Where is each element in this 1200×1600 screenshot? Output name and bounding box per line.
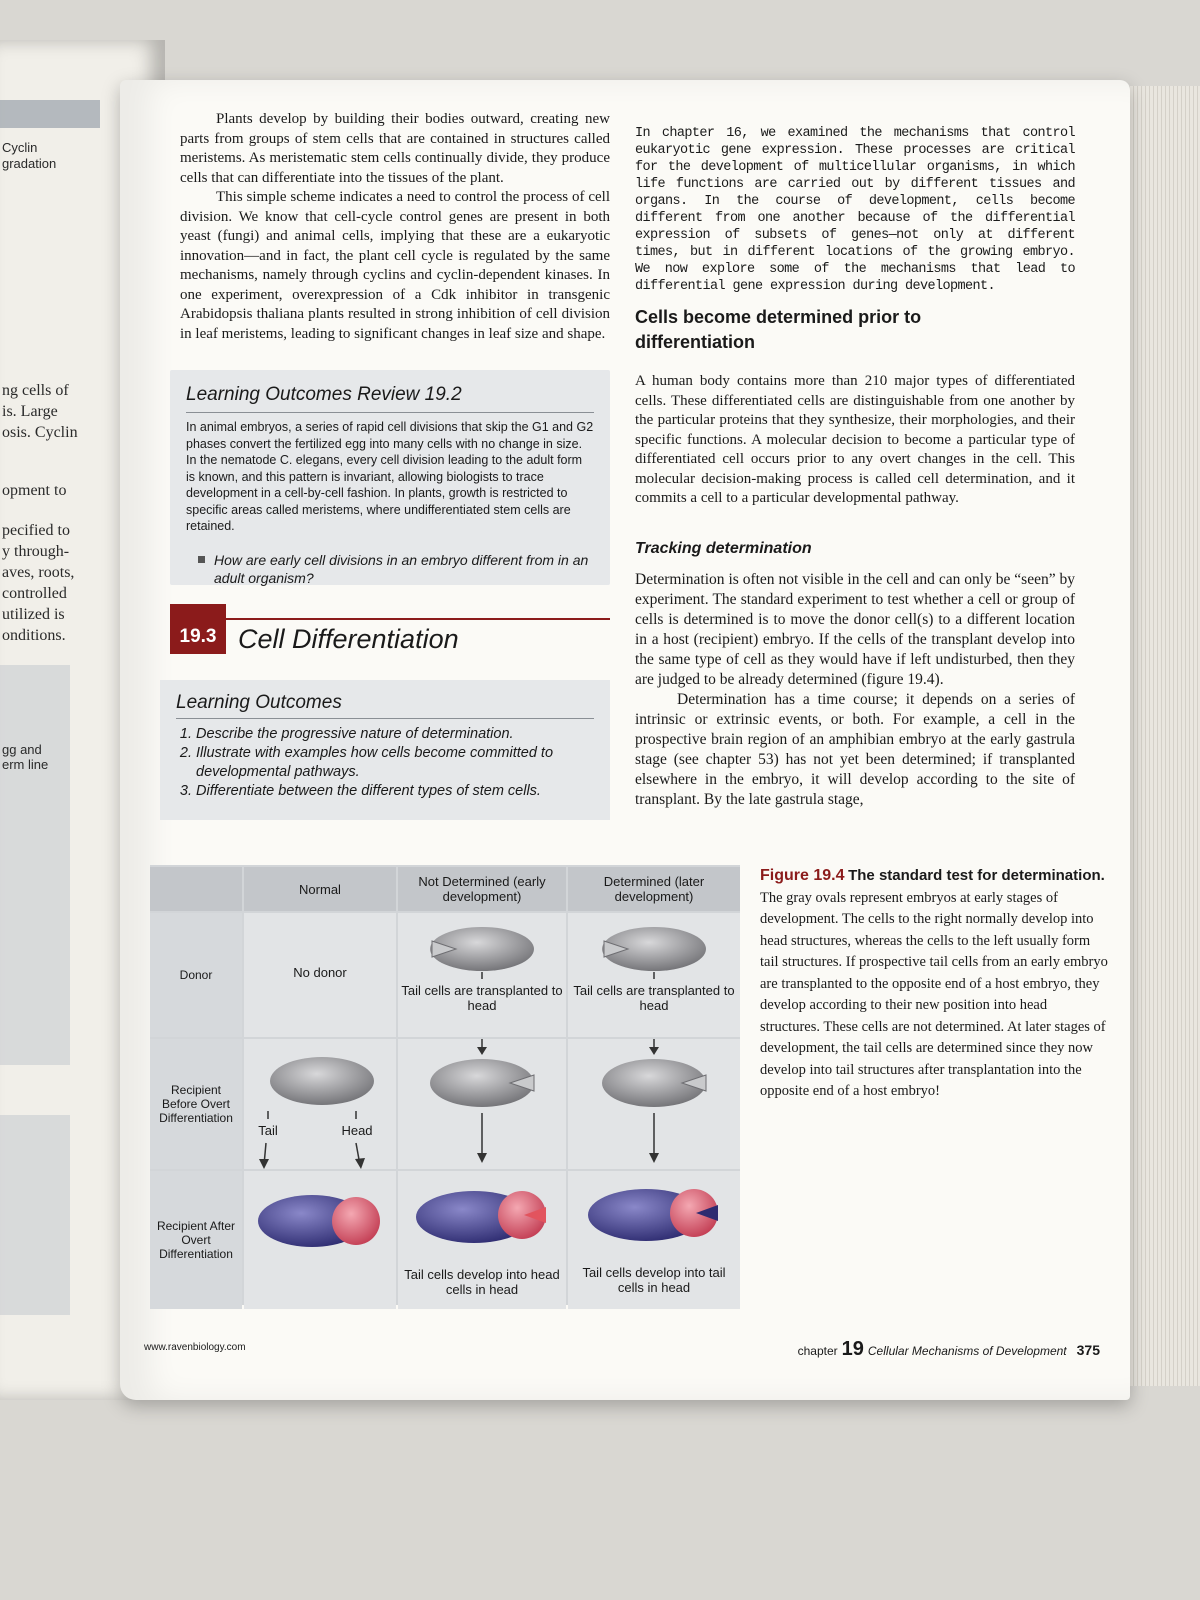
chapter-intro-text: In chapter 16, we examined the mechanisms that control eukaryotic gene expression. These processes are critical for the development of multicellular organisms, in which life functions are carried out by different tissues and organs. In the course of development, cells become different from one another because of the differential expression of subsets of genes—not only at different times, but in different locations of the growing embryo. We now explore some of the mechanisms that lead to differential gene expression during development. [635, 126, 1075, 294]
result-not-determined: Tail cells develop into head cells in head [404, 1267, 560, 1297]
transplant-note: Tail cells are transplanted to head [401, 983, 563, 1013]
previous-page-fragment: osis. Cyclin [2, 424, 78, 441]
row-label-recipient-before: Recipient Before Overt Differentiation [150, 1039, 242, 1169]
previous-page-fragment: Cyclin [2, 140, 38, 155]
textbook-page [120, 80, 1130, 1400]
donor-embryo-graphic [568, 913, 740, 1037]
cell-normal-after [244, 1171, 396, 1309]
outcomes-divider [176, 718, 594, 719]
figure-title: The standard test for determination. [848, 867, 1105, 884]
footer-chapter-number: 19 [841, 1338, 864, 1360]
header-not-determined: Not Determined (early development) [398, 867, 566, 911]
row-label-donor: Donor [150, 913, 242, 1037]
result-determined: Tail cells develop into tail cells in head [582, 1265, 726, 1295]
previous-page-fragment: aves, roots, [2, 564, 75, 581]
cell-normal-before [244, 1039, 396, 1169]
cell-determined-before [568, 1039, 740, 1169]
tracking-heading: Tracking determination [635, 540, 812, 557]
differentiated-embryo-graphic [244, 1171, 396, 1309]
cell-not-determined-donor [398, 913, 566, 1037]
outcome-item: 1. Describe the progressive nature of determination. [196, 725, 594, 744]
section-title: Cell Differentiation [238, 624, 459, 654]
footer-running-head [798, 1338, 1100, 1361]
tracking-text [635, 570, 1075, 810]
corner-header [150, 867, 242, 911]
previous-page-fragment: gg and [2, 742, 42, 757]
previous-page-fragment: pecified to [2, 522, 70, 539]
footer-chapter-word: chapter [797, 1344, 838, 1358]
previous-page-margin-box [0, 665, 70, 1065]
section-heading [170, 600, 610, 660]
head-label: Head [341, 1123, 373, 1138]
outcomes-title: Learning Outcomes [176, 692, 342, 713]
book-page-edges [1126, 86, 1200, 1386]
recipient-embryo-graphic [398, 1039, 566, 1169]
previous-page-fragment: utilized is [2, 606, 65, 623]
figure-caption [760, 865, 1110, 1103]
previous-page-fragment: y through- [2, 543, 70, 560]
footer-url: www.ravenbiology.com [144, 1342, 246, 1353]
intro-paragraph-1: Plants develop by building their bodies outward, creating new parts from groups of stem cells that are contained in structures called meristems. As meristematic stem cells continually divide, they produce cells that can differentiate into the tissues of the plant. [180, 111, 610, 186]
previous-page-header-bar [0, 100, 100, 128]
previous-page-margin-box [0, 1115, 70, 1315]
previous-page-fragment: gradation [2, 156, 57, 171]
outcomes-list [176, 725, 594, 801]
previous-page-fragment: controlled [2, 585, 67, 602]
body-paragraph: Determination has a time course; it depends on a series of intrinsic or extrinsic events, or both. For example, a cell in the prospective brain region of an amphibian embryo at the early gastrula stage (see chapter 53) has not yet been determined; if transplanted elsewhere in the embryo, it will develop according to the site of transplant. By the late gastrula stage, [635, 691, 1075, 808]
donor-embryo-graphic [398, 913, 566, 1037]
previous-page-fragment: ng cells of [2, 382, 69, 399]
cell-not-determined-before [398, 1039, 566, 1169]
learning-outcomes-review [170, 370, 610, 585]
cell-normal-donor [244, 913, 396, 1037]
section-number: 19.3 [170, 604, 226, 654]
figure-19-4-diagram [150, 865, 740, 1305]
outcome-item: 2. Illustrate with examples how cells become committed to developmental pathways. [196, 744, 594, 782]
learning-outcomes-box [160, 680, 610, 820]
figure-label: Figure 19.4 [760, 867, 845, 884]
determination-paragraph [635, 372, 1075, 509]
recipient-embryo-graphic [244, 1039, 396, 1169]
cell-determined-after [568, 1171, 740, 1309]
previous-page-fragment: erm line [2, 757, 49, 772]
review-summary: In animal embryos, a series of rapid cell divisions that skip the G1 and G2 phases convert the fertilized egg into many cells with no change in size. In the nematode C. elegans, every cell division leading to the adult form is known, and this pattern is invariant, allowing biologists to trace development in a cell-by-cell fashion. In plants, growth is restricted to specific areas called meristems, where undifferentiated stem cells are retained. [186, 420, 594, 533]
previous-page-fragment: onditions. [2, 627, 66, 644]
intro-paragraph-2: This simple scheme indicates a need to control the process of cell division. We know that cell-cycle control genes are present in both yeast (fungi) and animal cells, implying that these are a eukaryotic innovation—and in fact, the plant cell cycle is regulated by the same mechanisms, namely through cyclins and cyclin-dependent kinases. In one experiment, overexpression of a Cdk inhibitor in transgenic Arabidopsis thaliana plants resulted in strong inhibition of cell division in leaf meristems, leading to significant changes in leaf size and shape. [180, 189, 610, 342]
recipient-embryo-graphic [568, 1039, 740, 1169]
subsection-heading: Cells become determined prior to differentiation [635, 307, 922, 352]
row-label-recipient-after: Recipient After Overt Differentiation [150, 1171, 242, 1309]
outcome-item: 3. Differentiate between the different types of stem cells. [196, 782, 594, 801]
body-paragraph: Determination is often not visible in the cell and can only be “seen” by experiment. The standard experiment to test whether a cell or group of cells is determined is to move the donor cell(s) to a different location in a host (recipient) embryo. If the cells of the transplant develop into the same type of cell as they would have if left undisturbed, then they are judged to be already determined (figure 19.4). [635, 571, 1075, 688]
tail-label: Tail [258, 1123, 278, 1138]
review-divider [186, 412, 594, 413]
previous-page-fragment: opment to [2, 482, 67, 499]
header-determined: Determined (later development) [568, 867, 740, 911]
intro-text [180, 110, 610, 344]
review-title: Learning Outcomes Review 19.2 [186, 384, 462, 405]
figure-caption-text: The gray ovals represent embryos at early stages of development. The cells to the right normally develop into head structures, whereas the cells to the left usually form tail structures. If prospective tail cells from an early embryo are transplanted to the opposite end of a host embryo, they develop according to their new position into head structures. These cells are not determined. At later stages of development, the tail cells are determined since they now develop into tail structures after transplantation into the opposite end of a host embryo! [760, 889, 1108, 1099]
previous-page-fragment: is. Large [2, 403, 58, 420]
cell-not-determined-after [398, 1171, 566, 1309]
no-donor-label: No donor [293, 965, 347, 980]
header-normal: Normal [244, 867, 396, 911]
body-paragraph: A human body contains more than 210 major types of differentiated cells. These differentiated cells are distinguishable from one another by the particular proteins that they synthesize, their morphologies, and their specific functions. A molecular decision to become a particular type of differentiated cell occurs prior to any overt changes in the cell. This molecular decision-making process is called cell determination, and it commits a cell to a particular developmental pathway. [635, 373, 1075, 506]
transplant-note: Tail cells are transplanted to head [573, 983, 735, 1013]
section-rule [226, 618, 610, 620]
review-question: How are early cell divisions in an embryo different from in an adult organism? [186, 551, 594, 587]
page-number: 375 [1076, 1342, 1100, 1358]
cell-determined-donor [568, 913, 740, 1037]
footer-chapter-title: Cellular Mechanisms of Development [867, 1344, 1067, 1358]
